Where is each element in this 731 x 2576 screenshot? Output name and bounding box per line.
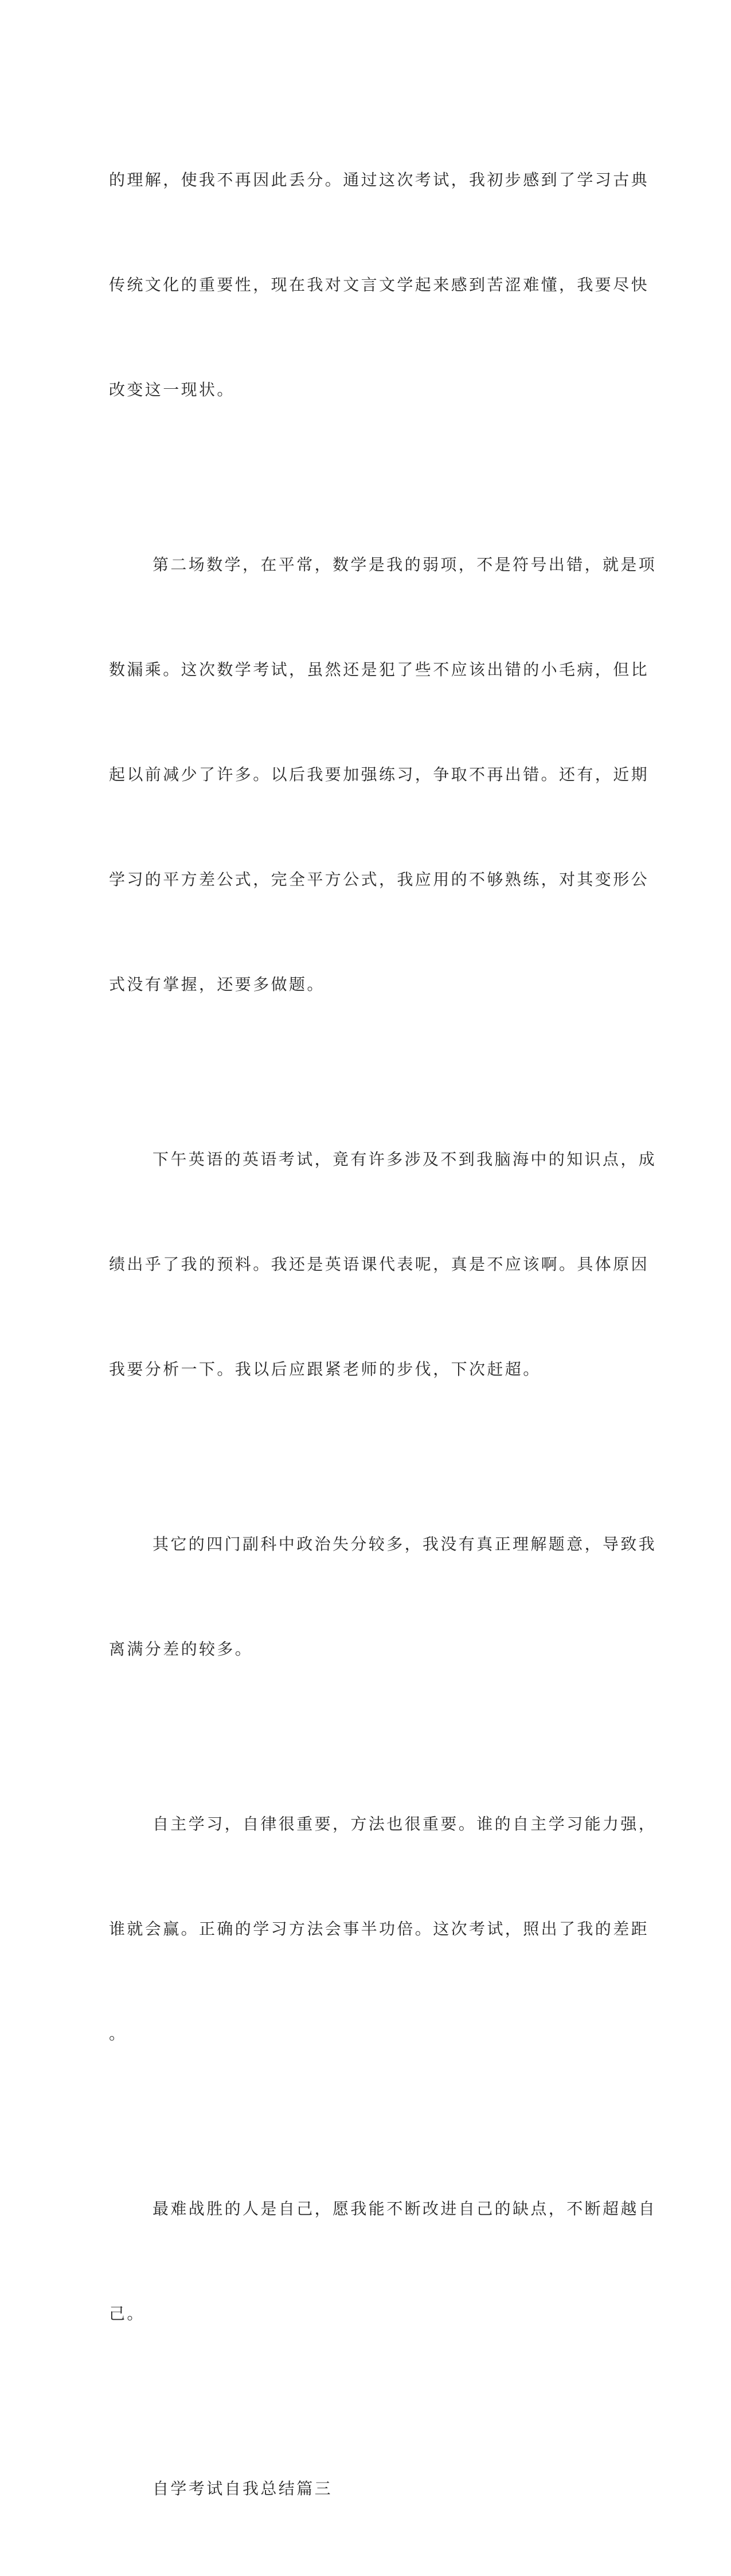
text-line: 第二场数学，在平常，数学是我的弱项，不是符号出错，就是项 [153, 555, 657, 574]
text-line: 。 [109, 2024, 127, 2043]
paragraph-classical-chinese [109, 92, 650, 477]
paragraph-other-subjects [109, 1457, 657, 1736]
text-line: 学习的平方差公式，完全平方公式，我应用的不够熟练，对其变形公 [109, 870, 650, 889]
text-line: 式没有掌握，还要多做题。 [109, 975, 325, 994]
text-line: 离满分差的较多。 [109, 1640, 253, 1658]
paragraph-self-study [109, 1736, 657, 2121]
paragraph-conclusion [109, 2121, 657, 2401]
text-line: 绩出乎了我的预料。我还是英语课代表呢，真是不应该啊。具体原因 [109, 1255, 650, 1274]
text-line: 数漏乘。这次数学考试，虽然还是犯了些不应该出错的小毛病，但比 [109, 660, 650, 679]
text-line: 起以前减少了许多。以后我要加强练习，争取不再出错。还有，近期 [109, 765, 650, 784]
text-line: 谁就会赢。正确的学习方法会事半功倍。这次考试，照出了我的差距 [109, 1919, 650, 1938]
text-line: 己。 [109, 2304, 145, 2323]
paragraph-math [109, 477, 657, 1072]
paragraph-english [109, 1072, 657, 1457]
text-line: 改变这一现状。 [109, 380, 235, 399]
section-heading [109, 2401, 619, 2576]
text-line: 的理解，使我不再因此丢分。通过这次考试，我初步感到了学习古典 [109, 170, 650, 189]
text-line: 我要分析一下。我以后应跟紧老师的步伐，下次赶超。 [109, 1360, 541, 1379]
text-line: 下午英语的英语考试，竟有许多涉及不到我脑海中的知识点，成 [153, 1150, 657, 1169]
text-line: 传统文化的重要性，现在我对文言文学起来感到苦涩难懂，我要尽快 [109, 275, 650, 294]
text-line: 自主学习，自律很重要，方法也很重要。谁的自主学习能力强， [153, 1814, 657, 1833]
document-body [109, 92, 657, 2576]
text-line: 最难战胜的人是自己，愿我能不断改进自己的缺点，不断超越自 [153, 2199, 657, 2218]
section-title: 自学考试自我总结篇三 [153, 2479, 333, 2498]
text-line: 其它的四门副科中政治失分较多，我没有真正理解题意，导致我 [153, 1535, 657, 1554]
